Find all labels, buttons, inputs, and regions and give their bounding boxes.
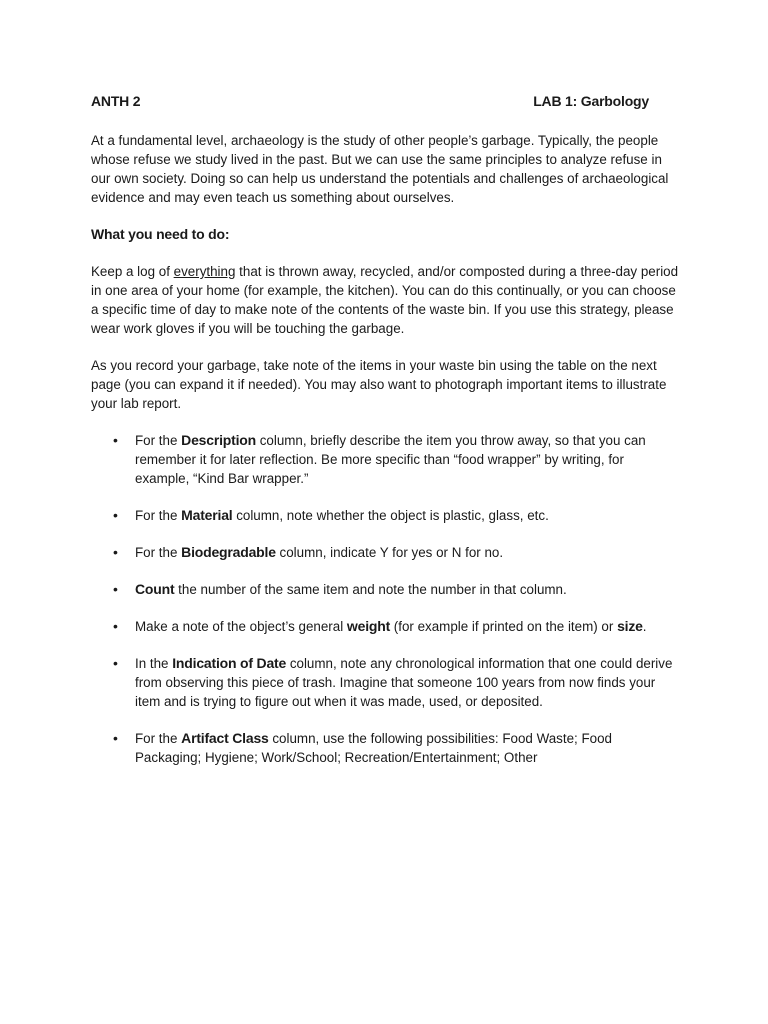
bullet-icon: •: [113, 544, 118, 560]
bullet-text-pre: For the: [135, 731, 182, 746]
keyword-description: Description: [181, 432, 256, 448]
bullet-text-pre: For the: [135, 508, 182, 523]
column-instructions-list: [91, 431, 681, 767]
bullet-text-post: column, use the following possibilities: Food Waste; Food Packaging; Hygiene; Work/School; Recreation/Entertainment; Other: [135, 731, 612, 765]
keyword-biodegradable: Biodegradable: [181, 544, 276, 560]
bullet-text-mid: (for example if printed on the item) or: [390, 619, 618, 634]
list-item-date: [113, 654, 681, 711]
keyword-size: size: [617, 618, 643, 634]
list-item-material: [113, 506, 681, 525]
bullet-text-pre: For the: [135, 545, 182, 560]
section-heading: What you need to do:: [91, 226, 230, 242]
list-item-count: [113, 580, 681, 599]
instructions-text-after: that is thrown away, recycled, and/or composted during a three-day period in one area of your home (for example, the kitchen). You can do this continually, or you can choose a specific time of day to make note of the contents of the waste bin. If you use this strategy, please wear work gloves if you will be touching the garbage.: [91, 264, 679, 336]
bullet-icon: •: [113, 730, 118, 746]
keyword-artifact-class: Artifact Class: [181, 730, 269, 746]
document-header: [91, 92, 681, 111]
bullet-icon: •: [113, 618, 118, 634]
keyword-weight: weight: [346, 618, 391, 634]
bullet-text-post: column, briefly describe the item you throw away, so that you can remember it for later reflection. Be more specific than “food wrapper” by writing, for example, “Kind Bar wrapper.”: [135, 433, 646, 486]
course-code: ANTH 2: [91, 93, 141, 109]
bullet-text-post: column, note any chronological information that one could derive from observing this piece of trash. Imagine that someone 100 years from now finds your item and is trying to figure out when it was made, used, or deposited.: [135, 656, 673, 709]
bullet-text-post: column, note whether the object is plastic, glass, etc.: [232, 508, 549, 523]
list-item-artifact-class: [113, 729, 681, 767]
list-item-weight: [113, 617, 681, 636]
lab-title: LAB 1: Garbology: [533, 93, 649, 109]
bullet-text-post: column, indicate Y for yes or N for no.: [275, 545, 504, 560]
bullet-icon: •: [113, 432, 118, 448]
intro-paragraph: At a fundamental level, archaeology is the study of other people’s garbage. Typically, the people whose refuse we study lived in the past. But we can use the same principles to analyze refuse in our own society. Doing so can help us understand the potentials and challenges of archaeological evidence and may even teach us something about ourselves.: [91, 133, 669, 205]
bullet-icon: •: [113, 581, 118, 597]
emphasis-everything: everything: [173, 264, 236, 279]
bullet-text-pre: Make a note of the object’s general: [135, 619, 347, 634]
keyword-indication-of-date: Indication of Date: [172, 655, 287, 671]
keyword-material: Material: [181, 507, 233, 523]
instructions-paragraph: [91, 262, 681, 338]
bullet-text-pre: For the: [135, 433, 182, 448]
list-item-description: [113, 431, 681, 488]
list-item-biodegradable: [113, 543, 681, 562]
keyword-count: Count: [135, 581, 175, 597]
bullet-text-pre: In the: [135, 656, 173, 671]
instructions-text-before: Keep a log of: [91, 264, 174, 279]
recording-paragraph: As you record your garbage, take note of the items in your waste bin using the table on the next page (you can expand it if needed). You may also want to photograph important items to illustrate your lab report.: [91, 358, 667, 411]
bullet-text-post: the number of the same item and note the number in that column.: [174, 582, 567, 597]
bullet-icon: •: [113, 655, 118, 671]
bullet-text-post: .: [642, 619, 647, 634]
bullet-icon: •: [113, 507, 118, 523]
document-page: [91, 92, 681, 785]
